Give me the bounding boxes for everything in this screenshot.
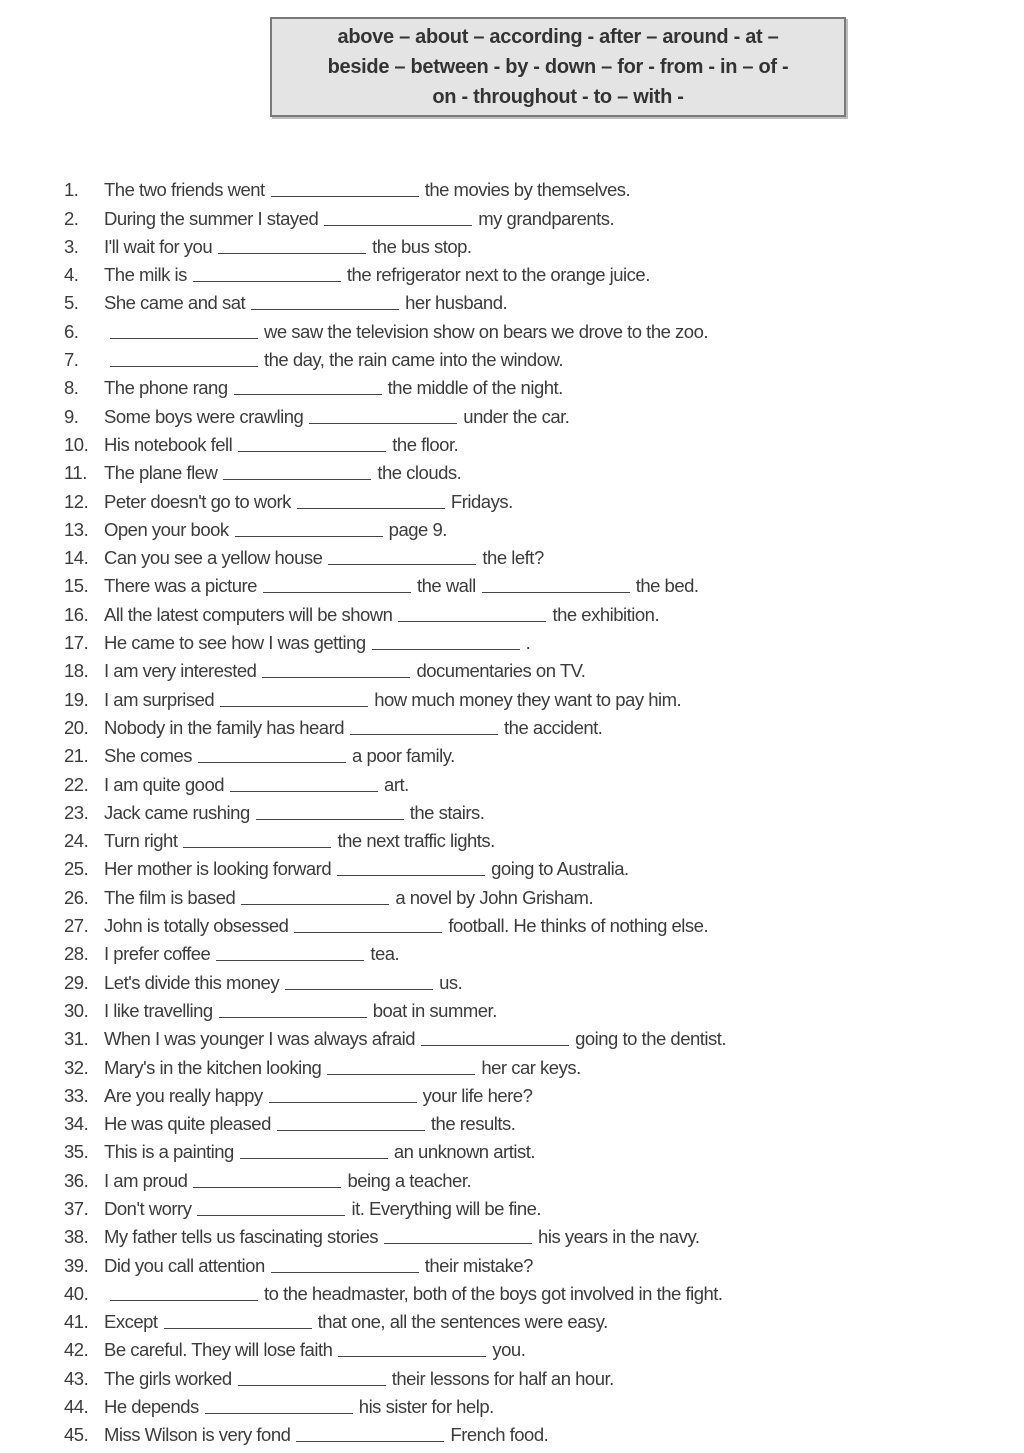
question-text: we saw the television show on bears we drove to the zoo. <box>264 320 709 342</box>
question-text: the wall <box>416 575 476 597</box>
question-text: the results. <box>430 1113 516 1135</box>
question-text: their lessons for half an hour. <box>391 1367 614 1389</box>
question-number: 19. <box>64 688 89 710</box>
question-number: 9. <box>64 405 79 427</box>
answer-blank[interactable] <box>110 337 258 339</box>
question-item <box>64 1335 726 1363</box>
answer-blank[interactable] <box>297 507 445 509</box>
question-text: Jack came rushing <box>104 801 250 823</box>
question-item <box>64 373 726 401</box>
question-text: Except <box>104 1311 158 1333</box>
answer-blank[interactable] <box>372 648 520 650</box>
answer-blank[interactable] <box>398 620 546 622</box>
question-text: I like travelling <box>104 999 213 1021</box>
question-text: Turn right <box>104 830 178 852</box>
question-item <box>64 656 726 684</box>
question-text: Open your book <box>104 518 229 540</box>
question-number: 30. <box>64 999 89 1021</box>
question-text: going to Australia. <box>491 858 629 880</box>
question-text: All the latest computers will be shown <box>104 603 393 625</box>
question-item <box>64 1052 726 1080</box>
question-item <box>64 260 726 288</box>
question-item <box>64 430 726 458</box>
answer-blank[interactable] <box>241 903 389 905</box>
question-item <box>64 401 726 429</box>
answer-blank[interactable] <box>205 1412 353 1414</box>
question-text: The phone rang <box>104 377 228 399</box>
question-text: the left? <box>482 547 544 569</box>
answer-blank[interactable] <box>197 1214 345 1216</box>
question-item <box>64 1081 726 1109</box>
question-item <box>64 967 726 995</box>
question-text: Her mother is looking forward <box>104 858 332 880</box>
question-text: the refrigerator next to the orange juice. <box>346 264 650 286</box>
question-text: us. <box>439 971 463 993</box>
question-item <box>64 543 726 571</box>
answer-blank[interactable] <box>285 988 433 990</box>
question-text: their mistake? <box>424 1254 533 1276</box>
question-number: 45. <box>64 1424 89 1446</box>
question-number: 3. <box>64 235 79 257</box>
question-text: the floor. <box>392 433 459 455</box>
question-number: 27. <box>64 915 89 937</box>
question-text: She came and sat <box>104 292 246 314</box>
question-text: that one, all the sentences were easy. <box>317 1311 608 1333</box>
question-text: The girls worked <box>104 1367 232 1389</box>
answer-blank[interactable] <box>193 1186 341 1188</box>
answer-blank[interactable] <box>421 1044 569 1046</box>
question-text: The milk is <box>104 264 187 286</box>
question-item <box>64 1024 726 1052</box>
question-text: Some boys were crawling <box>104 405 304 427</box>
answer-blank[interactable] <box>277 1129 425 1131</box>
question-item <box>64 769 726 797</box>
question-text: the exhibition. <box>552 603 660 625</box>
question-item <box>64 1307 726 1335</box>
question-text: I am quite good <box>104 773 225 795</box>
question-text: Are you really happy <box>104 1084 263 1106</box>
answer-blank[interactable] <box>294 931 442 933</box>
question-number: 43. <box>64 1367 89 1389</box>
question-number: 41. <box>64 1311 89 1333</box>
answer-blank[interactable] <box>269 1101 417 1103</box>
question-text: page 9. <box>388 518 447 540</box>
question-text: being a teacher. <box>347 1169 472 1191</box>
question-text: the bed. <box>635 575 699 597</box>
question-text: it. Everything will be fine. <box>351 1197 542 1219</box>
question-item <box>64 826 726 854</box>
question-text: He depends <box>104 1396 199 1418</box>
answer-blank[interactable] <box>238 1384 386 1386</box>
question-number: 33. <box>64 1084 89 1106</box>
answer-blank[interactable] <box>324 224 472 226</box>
question-item <box>64 316 726 344</box>
question-number: 12. <box>64 490 89 512</box>
question-number: 40. <box>64 1282 89 1304</box>
answer-blank[interactable] <box>251 308 399 310</box>
question-text: his years in the navy. <box>538 1226 700 1248</box>
question-text: The film is based <box>104 886 236 908</box>
answer-blank[interactable] <box>482 591 630 593</box>
question-text: During the summer I stayed <box>104 207 319 229</box>
question-number: 34. <box>64 1113 89 1135</box>
question-item <box>64 1137 726 1165</box>
answer-blank[interactable] <box>183 846 331 848</box>
question-text: documentaries on TV. <box>416 660 586 682</box>
answer-blank[interactable] <box>240 1157 388 1159</box>
answer-blank[interactable] <box>263 591 411 593</box>
question-text: Fridays. <box>450 490 513 512</box>
question-text: the middle of the night. <box>387 377 563 399</box>
answer-blank[interactable] <box>384 1242 532 1244</box>
question-text: . <box>525 632 531 654</box>
question-number: 28. <box>64 943 89 965</box>
answer-blank[interactable] <box>271 1271 419 1273</box>
question-number: 38. <box>64 1226 89 1248</box>
question-number: 6. <box>64 320 79 342</box>
question-item <box>64 741 726 769</box>
question-number: 21. <box>64 745 89 767</box>
question-text: Mary's in the kitchen looking <box>104 1056 322 1078</box>
question-number: 22. <box>64 773 89 795</box>
question-number: 24. <box>64 830 89 852</box>
question-item <box>64 515 726 543</box>
question-item <box>64 1109 726 1137</box>
question-item <box>64 911 726 939</box>
question-item <box>64 599 726 627</box>
question-number: 7. <box>64 349 79 371</box>
question-number: 29. <box>64 971 89 993</box>
question-text: my grandparents. <box>478 207 615 229</box>
answer-blank[interactable] <box>328 563 476 565</box>
question-text: She comes <box>104 745 193 767</box>
question-text: her car keys. <box>481 1056 581 1078</box>
answer-blank[interactable] <box>337 874 485 876</box>
question-item <box>64 458 726 486</box>
question-item <box>64 1420 726 1448</box>
question-text: you. <box>492 1339 526 1361</box>
question-number: 16. <box>64 603 89 625</box>
answer-blank[interactable] <box>198 761 346 763</box>
question-number: 10. <box>64 433 89 455</box>
question-text: When I was younger I was always afraid <box>104 1028 416 1050</box>
answer-blank[interactable] <box>238 450 386 452</box>
question-item <box>64 1279 726 1307</box>
question-text: your life here? <box>422 1084 533 1106</box>
answer-blank[interactable] <box>271 195 419 197</box>
answer-blank[interactable] <box>256 818 404 820</box>
question-item <box>64 1222 726 1250</box>
question-text: going to the dentist. <box>575 1028 727 1050</box>
question-item <box>64 486 726 514</box>
question-number: 25. <box>64 858 89 880</box>
question-item <box>64 571 726 599</box>
question-text: He was quite pleased <box>104 1113 271 1135</box>
answer-blank[interactable] <box>234 393 382 395</box>
question-number: 5. <box>64 292 79 314</box>
question-text: tea. <box>370 943 400 965</box>
question-item <box>64 203 726 231</box>
question-text: I'll wait for you <box>104 235 213 257</box>
question-number: 36. <box>64 1169 89 1191</box>
question-text: the bus stop. <box>372 235 472 257</box>
answer-blank[interactable] <box>193 280 341 282</box>
answer-blank[interactable] <box>218 252 366 254</box>
question-item <box>64 798 726 826</box>
answer-blank[interactable] <box>110 365 258 367</box>
question-number: 13. <box>64 518 89 540</box>
question-text: his sister for help. <box>358 1396 494 1418</box>
question-item <box>64 345 726 373</box>
question-text: This is a painting <box>104 1141 234 1163</box>
question-text: Did you call attention <box>104 1254 265 1276</box>
question-text: how much money they want to pay him. <box>374 688 682 710</box>
question-number: 4. <box>64 264 79 286</box>
question-number: 26. <box>64 886 89 908</box>
answer-blank[interactable] <box>309 422 457 424</box>
answer-blank[interactable] <box>350 733 498 735</box>
question-item <box>64 1194 726 1222</box>
question-item <box>64 1392 726 1420</box>
question-text: I prefer coffee <box>104 943 211 965</box>
question-text: Miss Wilson is very fond <box>104 1424 291 1446</box>
question-number: 14. <box>64 547 89 569</box>
question-text: boat in summer. <box>372 999 497 1021</box>
question-item <box>64 175 726 203</box>
question-number: 35. <box>64 1141 89 1163</box>
answer-blank[interactable] <box>338 1355 486 1357</box>
question-text: Nobody in the family has heard <box>104 716 345 738</box>
question-text: I am surprised <box>104 688 215 710</box>
question-text: under the car. <box>463 405 570 427</box>
word-bank-line: on - throughout - to – with - <box>432 86 684 108</box>
question-number: 2. <box>64 207 79 229</box>
question-text: Can you see a yellow house <box>104 547 323 569</box>
question-text: John is totally obsessed <box>104 915 289 937</box>
question-text: He came to see how I was getting <box>104 632 366 654</box>
word-bank-box <box>270 17 846 117</box>
question-number: 11. <box>64 462 87 484</box>
question-text: Peter doesn't go to work <box>104 490 291 512</box>
question-text: His notebook fell <box>104 433 233 455</box>
question-text: I am proud <box>104 1169 188 1191</box>
question-text: the movies by themselves. <box>424 179 631 201</box>
answer-blank[interactable] <box>220 705 368 707</box>
question-text: an unknown artist. <box>393 1141 535 1163</box>
answer-blank[interactable] <box>296 1440 444 1442</box>
question-item <box>64 684 726 712</box>
question-list <box>64 175 726 1448</box>
question-text: French food. <box>450 1424 549 1446</box>
question-number: 32. <box>64 1056 89 1078</box>
question-number: 42. <box>64 1339 89 1361</box>
question-number: 15. <box>64 575 89 597</box>
question-text: Be careful. They will lose faith <box>104 1339 333 1361</box>
answer-blank[interactable] <box>216 959 364 961</box>
answer-blank[interactable] <box>164 1327 312 1329</box>
question-text: Don't worry <box>104 1197 192 1219</box>
question-number: 23. <box>64 801 89 823</box>
word-bank-line: beside – between - by - down – for - from - in – of - <box>327 56 789 78</box>
question-text: her husband. <box>405 292 508 314</box>
question-item <box>64 1165 726 1193</box>
question-item <box>64 854 726 882</box>
word-bank-line: above – about – according - after – around - at – <box>337 26 779 48</box>
question-text: the day, the rain came into the window. <box>264 349 563 371</box>
question-item <box>64 882 726 910</box>
question-number: 17. <box>64 632 89 654</box>
question-text: the next traffic lights. <box>337 830 495 852</box>
question-item <box>64 628 726 656</box>
question-text: I am very interested <box>104 660 257 682</box>
answer-blank[interactable] <box>110 1299 258 1301</box>
question-number: 1. <box>64 179 79 201</box>
question-item <box>64 713 726 741</box>
answer-blank[interactable] <box>219 1016 367 1018</box>
question-text: The two friends went <box>104 179 265 201</box>
question-number: 37. <box>64 1197 89 1219</box>
question-text: art. <box>384 773 409 795</box>
answer-blank[interactable] <box>262 676 410 678</box>
question-number: 20. <box>64 716 89 738</box>
question-text: the stairs. <box>409 801 485 823</box>
question-number: 39. <box>64 1254 89 1276</box>
question-text: a novel by John Grisham. <box>395 886 594 908</box>
question-number: 44. <box>64 1396 89 1418</box>
question-text: There was a picture <box>104 575 257 597</box>
question-text: the accident. <box>504 716 603 738</box>
question-text: My father tells us fascinating stories <box>104 1226 379 1248</box>
question-item <box>64 939 726 967</box>
answer-blank[interactable] <box>223 478 371 480</box>
question-number: 18. <box>64 660 89 682</box>
answer-blank[interactable] <box>235 535 383 537</box>
question-item <box>64 1250 726 1278</box>
answer-blank[interactable] <box>327 1073 475 1075</box>
question-text: Let's divide this money <box>104 971 280 993</box>
question-text: a poor family. <box>352 745 455 767</box>
question-number: 31. <box>64 1028 89 1050</box>
question-item <box>64 232 726 260</box>
question-number: 8. <box>64 377 79 399</box>
answer-blank[interactable] <box>230 790 378 792</box>
question-item <box>64 996 726 1024</box>
question-text: the clouds. <box>377 462 462 484</box>
question-item <box>64 1363 726 1391</box>
question-text: football. He thinks of nothing else. <box>448 915 709 937</box>
question-item <box>64 288 726 316</box>
question-text: to the headmaster, both of the boys got involved in the fight. <box>264 1282 723 1304</box>
question-text: The plane flew <box>104 462 218 484</box>
